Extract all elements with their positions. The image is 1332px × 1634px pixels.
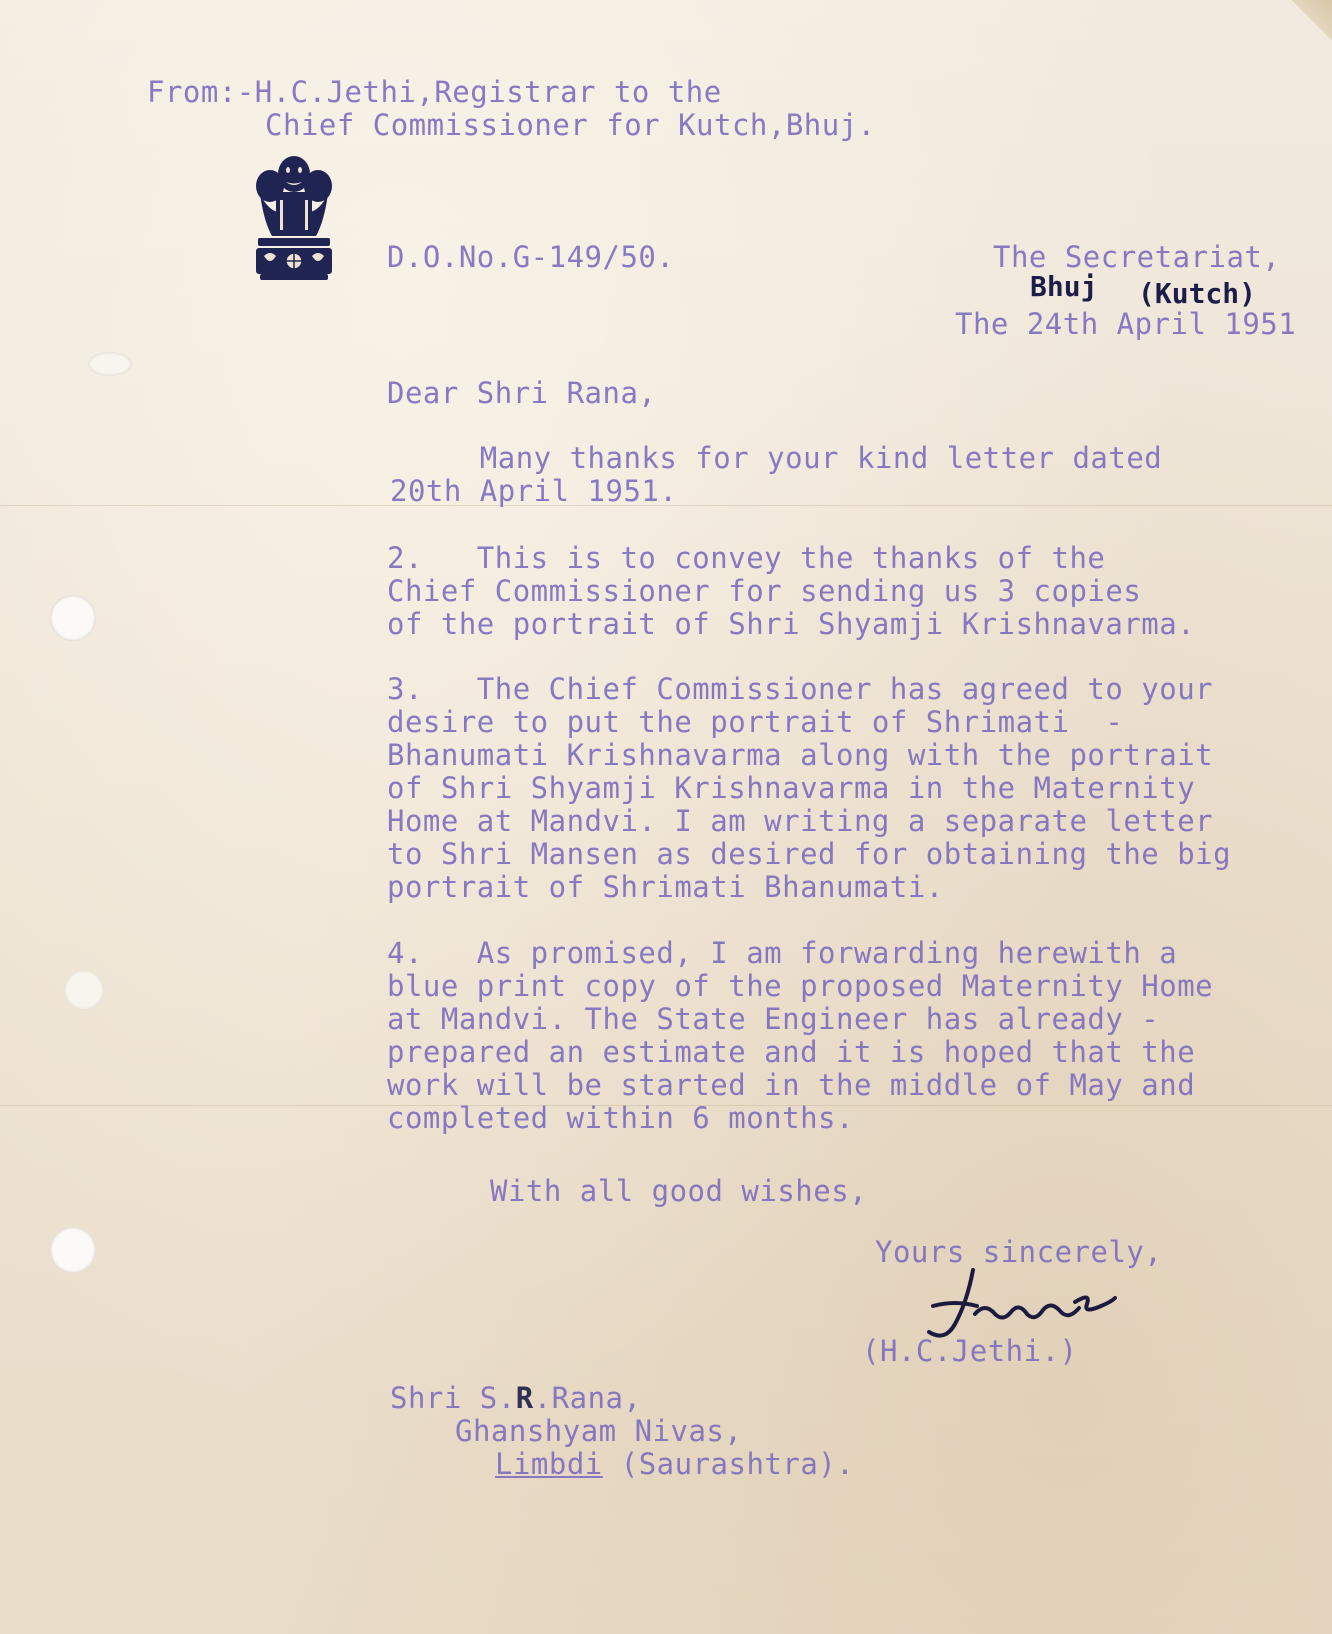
salutation: Dear Shri Rana,: [387, 376, 657, 410]
paragraph-3: 3. The Chief Commissioner has agreed to your desire to put the portrait of Shrimati - Bhanumati Krishnavarma along with the portrait of Shri Shyamji Krishnavarma in the Maternity Home at Mandvi. I am writing a separate letter to Shri Mansen as desired for obtaining the big portrait of Shrimati Bhanumati.: [387, 672, 1232, 904]
recipient-location: [495, 1448, 854, 1481]
from-line-2: Chief Commissioner for Kutch,Bhuj.: [265, 108, 876, 142]
folded-corner: [1292, 0, 1332, 40]
torn-punch-mark: [64, 970, 104, 1010]
torn-punch-mark: [88, 352, 132, 376]
paragraph-4: 4. As promised, I am forwarding herewith a blue print copy of the proposed Maternity Home at Mandvi. The State Engineer has already - prepared an estimate and it is hoped that the work will be started in the middle of May and completed within 6 months.: [387, 936, 1214, 1135]
recipient-name-initial: R: [515, 1381, 534, 1415]
from-line-1: From:-H.C.Jethi,Registrar to the: [147, 75, 722, 109]
recipient-town: Limbdi: [495, 1447, 603, 1481]
stamp-region: (Kutch): [1138, 277, 1257, 310]
recipient-state: (Saurashtra).: [620, 1447, 855, 1481]
address-line-1: The Secretariat,: [993, 240, 1281, 274]
recipient-name-prefix: Shri S.: [390, 1381, 516, 1415]
paragraph-1: Many thanks for your kind letter dated 20th April 1951.: [390, 441, 1163, 508]
punch-hole: [50, 1227, 96, 1273]
recipient-name-suffix: .Rana,: [533, 1381, 642, 1415]
punch-hole: [50, 595, 96, 641]
paragraph-2: 2. This is to convey the thanks of the Chief Commissioner for sending us 3 copies of the portrait of Shri Shyamji Krishnavarma.: [387, 541, 1196, 641]
letter-date: The 24th April 1951: [955, 307, 1297, 341]
stamp-city: Bhuj: [1030, 270, 1098, 303]
recipient-name: [390, 1382, 641, 1415]
signer-name: (H.C.Jethi.): [862, 1334, 1078, 1368]
recipient-house: Ghanshyam Nivas,: [455, 1414, 743, 1448]
ashoka-emblem-icon: [250, 152, 338, 284]
closing-wishes: With all good wishes,: [490, 1174, 868, 1208]
valediction: Yours sincerely,: [875, 1235, 1163, 1269]
reference-number: D.O.No.G-149/50.: [387, 240, 675, 274]
